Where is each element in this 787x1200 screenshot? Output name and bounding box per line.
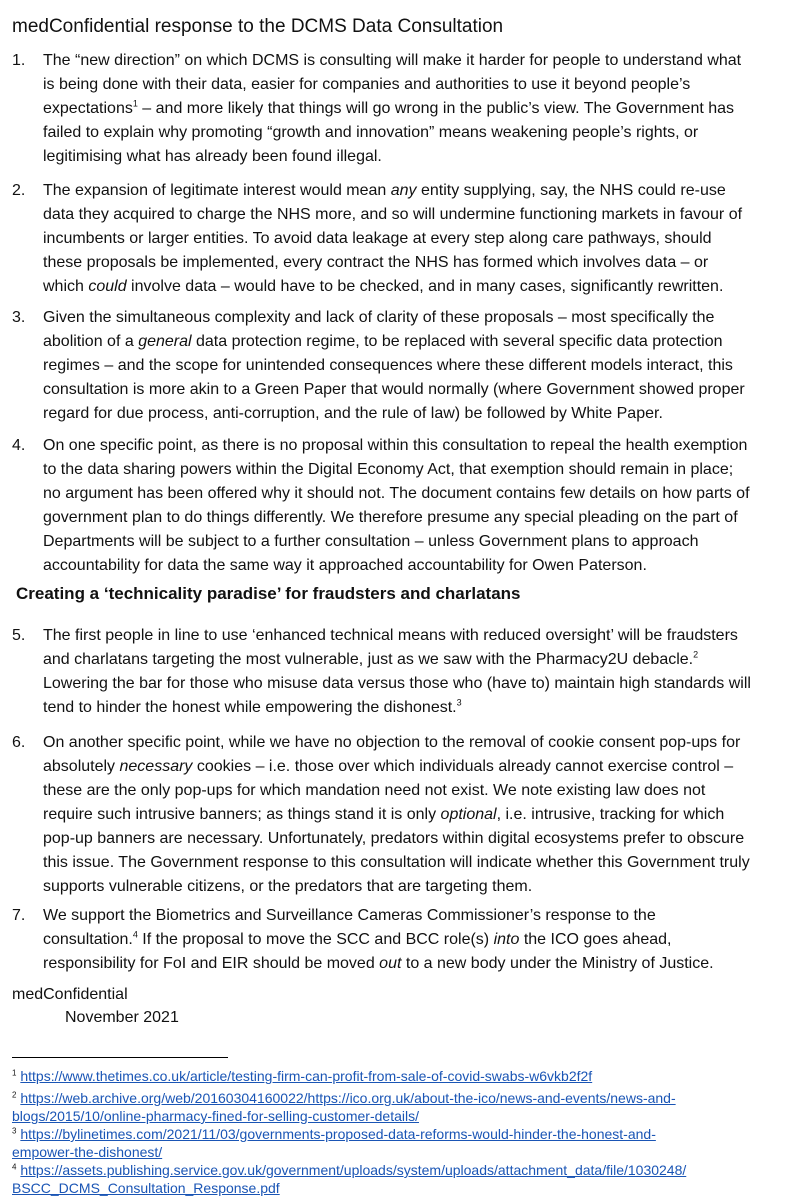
footnote-link[interactable]: https://assets.publishing.service.gov.uk/government/uploads/system/uploads/attachment_data/file/1030248/ xyxy=(20,1162,687,1178)
footnote-line xyxy=(12,1161,782,1179)
footnote-link[interactable]: https://www.thetimes.co.uk/article/testing-firm-can-profit-from-sale-of-covid-swabs-w6vkb2f2f xyxy=(20,1068,593,1084)
document-title: medConfidential response to the DCMS Data Consultation xyxy=(12,15,504,37)
text-line: and charlatans targeting the most vulnerable, just as we saw with the Pharmacy2U debacle.$^2$ xyxy=(43,649,699,668)
footnote-2 xyxy=(12,1089,782,1125)
paragraph-number: 4. xyxy=(12,437,26,454)
footnote-number: 3 xyxy=(12,1126,17,1136)
text-line: consultation is more akin to a Green Paper that would normally (where Government showed proper xyxy=(43,381,745,398)
text-line: failed to explain why promoting “growth and innovation” means weakening people’s rights, or xyxy=(43,124,699,141)
text-line: expectations$^1$ – and more likely that things will go wrong in the public’s view. The Government has xyxy=(43,98,735,117)
text-line: legitimising what has already been found illegal. xyxy=(43,148,382,165)
text-line: On one specific point, as there is no proposal within this consultation to repeal the health exemption xyxy=(43,437,748,454)
text-line: We support the Biometrics and Surveillance Cameras Commissioner’s response to the xyxy=(43,907,656,924)
text-line: to the data sharing powers within the Digital Economy Act, that exemption should remain in place; xyxy=(43,461,734,478)
footnote-link[interactable]: https://web.archive.org/web/20160304160022/https://ico.org.uk/about-the-ico/news-and-events/news-and- xyxy=(20,1090,676,1106)
text-line: responsibility for FoI and EIR should be moved out to a new body under the Ministry of Justice. xyxy=(43,955,714,972)
text-line: these are the only pop-ups for which mandation need not exist. We note existing law does not xyxy=(43,782,706,799)
footnote-line xyxy=(12,1107,782,1125)
emphasis: any xyxy=(390,182,417,199)
emphasis: general xyxy=(138,333,192,350)
text-line: Given the simultaneous complexity and lack of clarity of these proposals – most specifically the xyxy=(43,309,715,326)
footnote-marker: 1 xyxy=(132,98,138,109)
text-line: Lowering the bar for those who misuse data versus those who (have to) maintain high standards will xyxy=(43,675,751,692)
footnote-number: 4 xyxy=(12,1162,17,1172)
paragraph-text xyxy=(43,49,785,169)
footnote-marker: 2 xyxy=(693,649,699,660)
paragraph-text xyxy=(43,731,785,899)
paragraph-text xyxy=(43,904,785,976)
section-subheading: Creating a ‘technicality paradise’ for fraudsters and charlatans xyxy=(16,584,521,603)
footnote-link[interactable]: empower-the-dishonest/ xyxy=(12,1144,163,1160)
footnote-4 xyxy=(12,1161,782,1197)
text-line: supports vulnerable citizens, or the predators that are targeting them. xyxy=(43,878,533,895)
text-line: no argument has been offered why it should not. The document contains few details on how parts of xyxy=(43,485,750,502)
footnote-1 xyxy=(12,1067,782,1085)
footnote-3 xyxy=(12,1125,782,1161)
paragraph-number: 7. xyxy=(12,907,26,924)
footnote-line xyxy=(12,1067,782,1085)
text-line: this issue. The Government response to this consultation will indicate whether this Government truly xyxy=(43,854,750,871)
footnote-number: 2 xyxy=(12,1090,17,1100)
paragraph-text xyxy=(43,624,785,720)
text-line: consultation.$^4$ If the proposal to move the SCC and BCC role(s) into the ICO goes ahead, xyxy=(43,929,672,948)
emphasis: could xyxy=(88,278,127,295)
text-line: regard for due process, anti-corruption, and the rule of law) be followed by White Paper. xyxy=(43,405,663,422)
text-line: absolutely necessary cookies – i.e. those over which individuals already cannot exercise control – xyxy=(43,758,734,775)
text-line: On another specific point, while we have no objection to the removal of cookie consent pop-ups for xyxy=(43,734,741,751)
footnote-divider xyxy=(12,1057,228,1058)
text-line: accountability for data the same way it approached accountability for Owen Paterson. xyxy=(43,557,647,574)
text-line: data they acquired to charge the NHS more, and so will undermine functioning markets in favour of xyxy=(43,206,743,223)
emphasis: optional xyxy=(440,806,497,823)
emphasis: into xyxy=(493,931,520,948)
paragraph-number: 5. xyxy=(12,627,26,644)
footnote-marker: 3 xyxy=(456,697,462,708)
paragraph-text xyxy=(43,306,785,426)
text-line: pop-up banners are necessary. Unfortunately, predators within digital ecosystems prefer to obscure xyxy=(43,830,745,847)
text-line: these proposals be implemented, every contract the NHS has formed which involves data – or xyxy=(43,254,709,271)
text-line: Departments will be subject to a further consultation – unless Government plans to approach xyxy=(43,533,699,550)
paragraph-number: 1. xyxy=(12,52,26,69)
text-line: abolition of a general data protection regime, to be replaced with several specific data protection xyxy=(43,333,723,350)
footnote-line xyxy=(12,1143,782,1161)
text-line: The first people in line to use ‘enhanced technical means with reduced oversight’ will be fraudsters xyxy=(43,627,738,644)
footnote-line xyxy=(12,1179,782,1197)
text-line: which could involve data – would have to be checked, and in many cases, significantly rewritten. xyxy=(43,278,724,295)
footnote-line xyxy=(12,1125,782,1143)
paragraph-text xyxy=(43,179,785,299)
paragraph-number: 2. xyxy=(12,182,26,199)
paragraph-text xyxy=(43,434,785,578)
signature-date: November 2021 xyxy=(65,1009,179,1026)
signature-name: medConfidential xyxy=(12,986,128,1003)
text-line: is being done with their data, easier for companies and authorities to use it beyond people’s xyxy=(43,76,691,93)
text-line: tend to hinder the honest while empowering the dishonest.$^3$ xyxy=(43,697,462,716)
paragraph-number: 3. xyxy=(12,309,26,326)
emphasis: necessary xyxy=(119,758,193,775)
footnote-link[interactable]: BSCC_DCMS_Consultation_Response.pdf xyxy=(12,1180,280,1196)
text-line: government plan to do things differently. We therefore presume any special pleading on the part of xyxy=(43,509,738,526)
text-line: The expansion of legitimate interest would mean any entity supplying, say, the NHS could re-use xyxy=(43,182,726,199)
footnote-number: 1 xyxy=(12,1068,17,1078)
text-line: The “new direction” on which DCMS is consulting will make it harder for people to understand what xyxy=(43,52,742,69)
emphasis: out xyxy=(379,955,402,972)
text-line: regimes – and the scope for unintended consequences where these different models interact, this xyxy=(43,357,733,374)
footnote-link[interactable]: https://bylinetimes.com/2021/11/03/governments-proposed-data-reforms-would-hinder-the-honest-and- xyxy=(20,1126,656,1142)
text-line: require such intrusive banners; as things stand it is only optional, i.e. intrusive, tracking for which xyxy=(43,806,725,823)
footnote-line xyxy=(12,1089,782,1107)
footnote-link[interactable]: blogs/2015/10/online-pharmacy-fined-for-selling-customer-details/ xyxy=(12,1108,419,1124)
footnote-marker: 4 xyxy=(132,929,138,940)
paragraph-number: 6. xyxy=(12,734,26,751)
text-line: incumbents or larger entities. To avoid data leakage at every step along care pathways, should xyxy=(43,230,712,247)
